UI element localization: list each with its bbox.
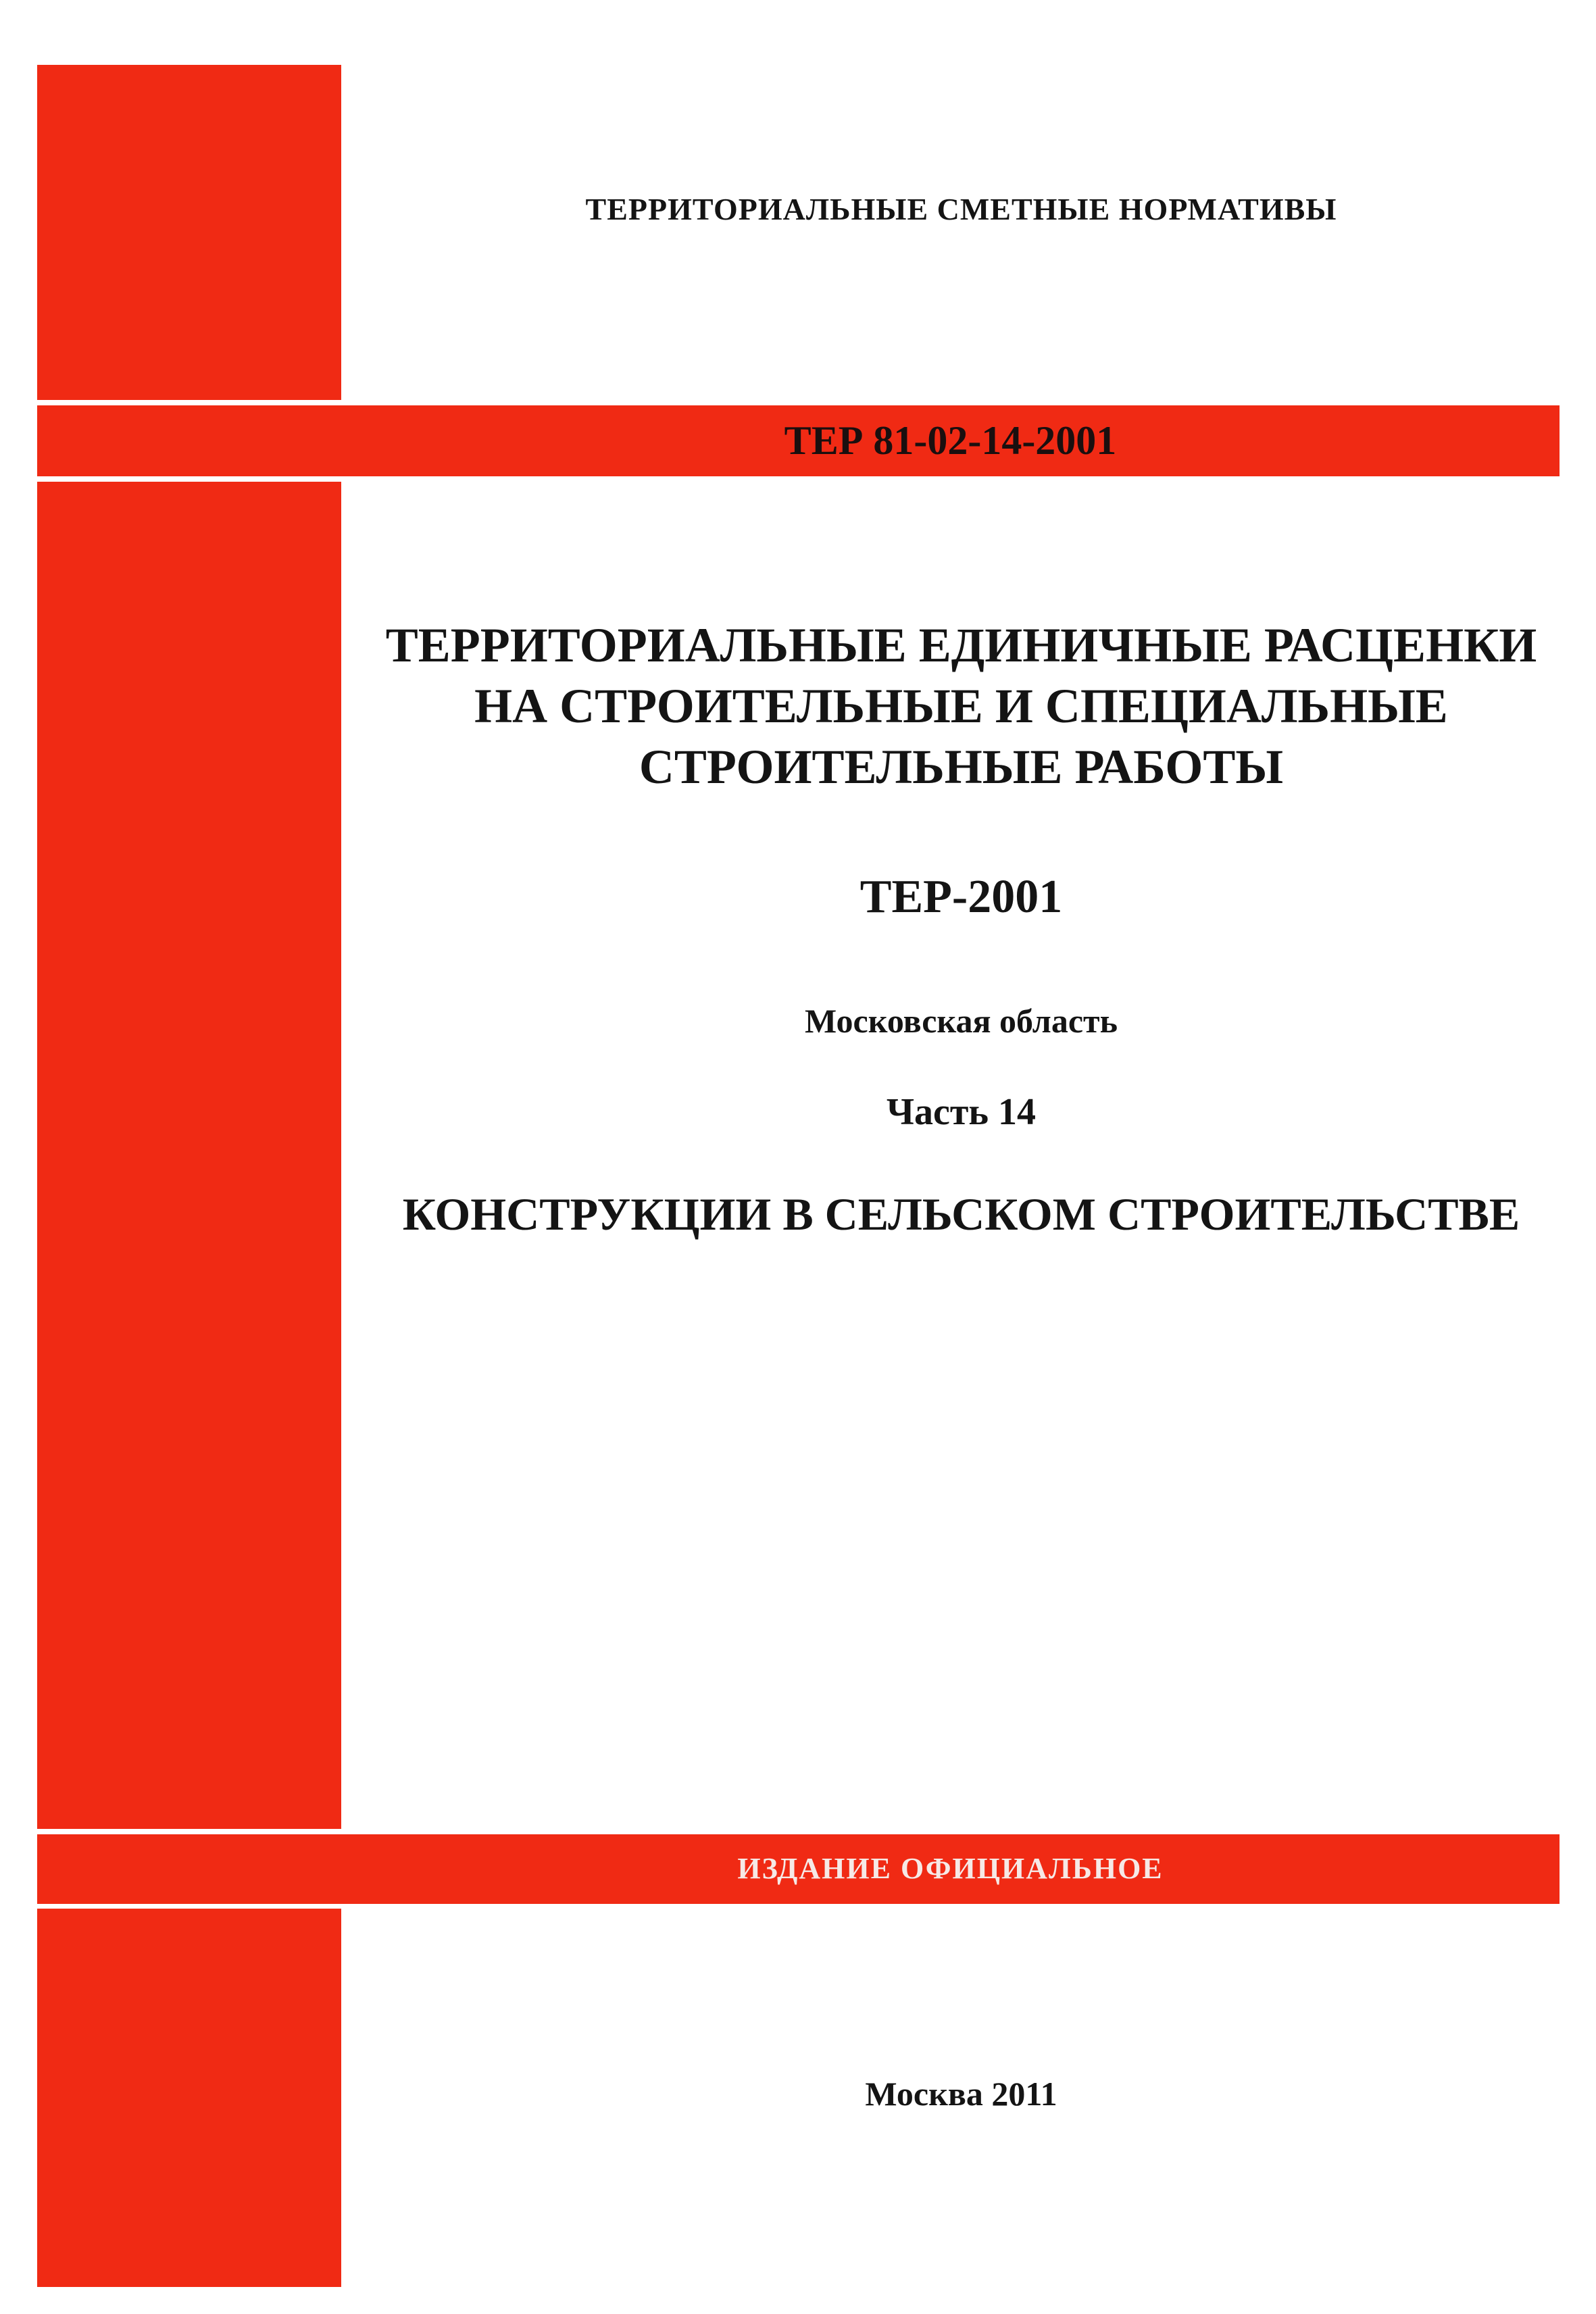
main-title	[341, 615, 1581, 797]
main-title-line: НА СТРОИТЕЛЬНЫЕ И СПЕЦИАЛЬНЫЕ	[474, 679, 1448, 733]
main-title-line: СТРОИТЕЛЬНЫЕ РАБОТЫ	[639, 740, 1284, 794]
red-strip-middle	[37, 482, 341, 1829]
red-strip-bottom	[37, 1909, 341, 2287]
document-code: ТЕР 81-02-14-2001	[784, 418, 1117, 463]
region: Московская область	[804, 1002, 1118, 1040]
red-strip-top	[37, 65, 341, 400]
part-number: Часть 14	[886, 1091, 1037, 1133]
main-title-line: ТЕРРИТОРИАЛЬНЫЕ ЕДИНИЧНЫЕ РАСЦЕНКИ	[385, 618, 1537, 672]
part-title: КОНСТРУКЦИИ В СЕЛЬСКОМ СТРОИТЕЛЬСТВЕ	[402, 1188, 1520, 1240]
series-title: ТЕРРИТОРИАЛЬНЫЕ СМЕТНЫЕ НОРМАТИВЫ	[585, 192, 1337, 226]
official-edition-label: ИЗДАНИЕ ОФИЦИАЛЬНОЕ	[737, 1852, 1164, 1885]
short-code: ТЕР-2001	[859, 871, 1063, 923]
city-year: Москва 2011	[865, 2075, 1057, 2113]
